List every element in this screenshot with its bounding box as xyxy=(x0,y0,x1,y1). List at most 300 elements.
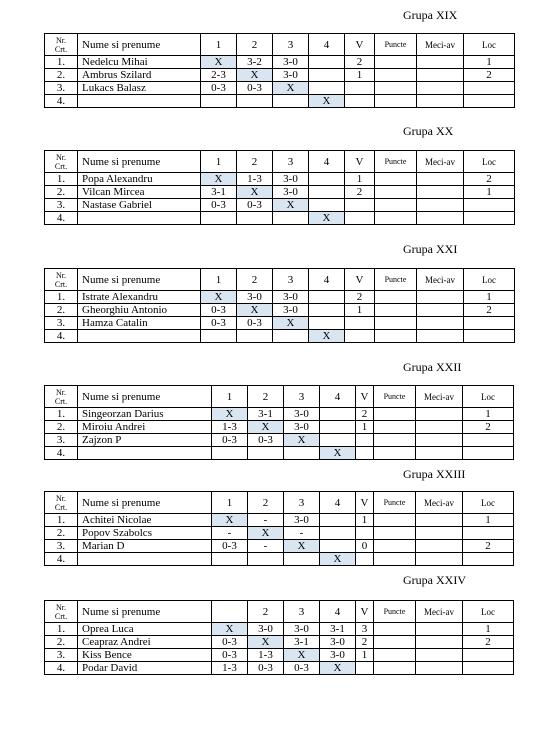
result-cell-1: 1-3 xyxy=(212,421,248,434)
place-cell: 1 xyxy=(463,514,514,527)
result-cell-3: X xyxy=(273,317,309,330)
header-points-cell: Puncte xyxy=(374,601,416,623)
table-row xyxy=(45,330,515,343)
result-cell-3: 3-0 xyxy=(273,173,309,186)
table-row xyxy=(45,636,514,649)
match-avg-cell xyxy=(416,447,463,460)
header-match-avg-cell: Meci-av xyxy=(416,601,463,623)
points-cell xyxy=(375,199,417,212)
table-row xyxy=(45,408,514,421)
header-name-cell: Nume si prenume xyxy=(78,386,212,408)
header-points-cell: Puncte xyxy=(375,34,417,56)
points-cell xyxy=(374,527,416,540)
result-cell-1: X xyxy=(212,623,248,636)
result-cell-1: 0-3 xyxy=(212,649,248,662)
result-cell-2: X xyxy=(248,636,284,649)
wins-cell: 1 xyxy=(356,649,374,662)
result-cell-3 xyxy=(273,95,309,108)
result-cell-3 xyxy=(284,447,320,460)
table-row xyxy=(45,540,514,553)
wins-cell xyxy=(345,82,375,95)
wins-cell: 1 xyxy=(356,514,374,527)
wins-cell: 1 xyxy=(345,304,375,317)
result-cell-4 xyxy=(309,317,345,330)
table-row xyxy=(45,447,514,460)
result-cell-2: 0-3 xyxy=(248,434,284,447)
place-cell xyxy=(463,649,514,662)
header-wins-cell: V xyxy=(345,151,375,173)
header-result-cell-1 xyxy=(212,601,248,623)
table-row xyxy=(45,82,515,95)
name-cell: Ambrus Szilard xyxy=(78,69,201,82)
place-cell: 1 xyxy=(464,291,515,304)
points-cell xyxy=(374,514,416,527)
header-result-cell-1: 1 xyxy=(212,386,248,408)
header-match-avg-cell: Meci-av xyxy=(416,492,463,514)
header-place-cell: Loc xyxy=(464,151,515,173)
result-cell-4 xyxy=(320,408,356,421)
match-avg-cell xyxy=(416,408,463,421)
header-result-cell-3: 3 xyxy=(273,34,309,56)
result-cell-4 xyxy=(309,186,345,199)
result-cell-3: 3-0 xyxy=(284,623,320,636)
result-cell-2 xyxy=(237,95,273,108)
points-cell xyxy=(374,649,416,662)
place-cell xyxy=(464,199,515,212)
header-points-cell: Puncte xyxy=(375,269,417,291)
result-cell-4: X xyxy=(309,95,345,108)
match-avg-cell xyxy=(416,623,463,636)
wins-cell: 1 xyxy=(356,421,374,434)
place-cell: 2 xyxy=(464,69,515,82)
header-points-cell: Puncte xyxy=(374,386,416,408)
result-cell-2 xyxy=(248,553,284,566)
result-cell-2: 0-3 xyxy=(237,199,273,212)
result-cell-2: - xyxy=(248,540,284,553)
name-cell xyxy=(78,447,212,460)
nr-cell: 1. xyxy=(45,408,78,421)
place-cell xyxy=(463,434,514,447)
table-row xyxy=(45,212,515,225)
result-cell-1: 0-3 xyxy=(212,636,248,649)
header-result-cell-3: 3 xyxy=(284,492,320,514)
group-table xyxy=(44,150,515,225)
points-cell xyxy=(374,447,416,460)
result-cell-1: 0-3 xyxy=(212,540,248,553)
header-nr-cell: Nr. Crt. xyxy=(45,386,78,408)
result-cell-1: 1-3 xyxy=(212,662,248,675)
result-cell-3: 3-0 xyxy=(273,304,309,317)
header-name-cell: Nume si prenume xyxy=(78,492,212,514)
header-points-cell: Puncte xyxy=(374,492,416,514)
header-match-avg-cell: Meci-av xyxy=(416,386,463,408)
nr-cell: 3. xyxy=(45,82,78,95)
wins-cell: 2 xyxy=(356,408,374,421)
header-wins-cell: V xyxy=(356,601,374,623)
wins-cell xyxy=(356,553,374,566)
place-cell: 1 xyxy=(463,408,514,421)
place-cell xyxy=(463,447,514,460)
place-cell: 2 xyxy=(463,421,514,434)
match-avg-cell xyxy=(416,662,463,675)
nr-cell: 2. xyxy=(45,69,78,82)
header-result-cell-3: 3 xyxy=(284,386,320,408)
nr-cell: 3. xyxy=(45,317,78,330)
result-cell-1: 3-1 xyxy=(201,186,237,199)
nr-cell: 2. xyxy=(45,186,78,199)
nr-cell: 4. xyxy=(45,553,78,566)
nr-cell: 1. xyxy=(45,173,78,186)
group-table xyxy=(44,385,514,460)
table-header-row xyxy=(45,151,515,173)
header-place-cell: Loc xyxy=(463,492,514,514)
header-name-cell: Nume si prenume xyxy=(78,601,212,623)
name-cell xyxy=(78,330,201,343)
wins-cell xyxy=(356,662,374,675)
result-cell-2 xyxy=(237,330,273,343)
wins-cell: 2 xyxy=(345,291,375,304)
result-cell-3: X xyxy=(284,649,320,662)
group-title: Grupa XXI xyxy=(403,242,458,256)
wins-cell: 0 xyxy=(356,540,374,553)
table-header-row xyxy=(45,386,514,408)
header-match-avg-cell: Meci-av xyxy=(417,151,464,173)
result-cell-1: 0-3 xyxy=(201,199,237,212)
result-cell-2: X xyxy=(248,527,284,540)
name-cell: Miroiu Andrei xyxy=(78,421,212,434)
points-cell xyxy=(374,421,416,434)
name-cell: Gheorghiu Antonio xyxy=(78,304,201,317)
header-result-cell-3: 3 xyxy=(284,601,320,623)
group-title: Grupa XX xyxy=(403,124,454,138)
points-cell xyxy=(374,553,416,566)
table-row xyxy=(45,553,514,566)
points-cell xyxy=(375,69,417,82)
wins-cell xyxy=(345,330,375,343)
result-cell-1 xyxy=(201,330,237,343)
match-avg-cell xyxy=(416,636,463,649)
match-avg-cell xyxy=(417,317,464,330)
table-row xyxy=(45,421,514,434)
header-place-cell: Loc xyxy=(464,269,515,291)
result-cell-3: 3-0 xyxy=(284,514,320,527)
result-cell-3 xyxy=(273,212,309,225)
table-row xyxy=(45,662,514,675)
result-cell-1: X xyxy=(201,173,237,186)
name-cell: Zajzon P xyxy=(78,434,212,447)
match-avg-cell xyxy=(416,434,463,447)
name-cell: Singeorzan Darius xyxy=(78,408,212,421)
header-result-cell-4: 4 xyxy=(320,601,356,623)
group-title: Grupa XXIV xyxy=(403,573,466,587)
result-cell-3: X xyxy=(284,540,320,553)
header-result-cell-4: 4 xyxy=(320,386,356,408)
table-row xyxy=(45,56,515,69)
result-cell-3: 3-0 xyxy=(273,56,309,69)
name-cell: Istrate Alexandru xyxy=(78,291,201,304)
result-cell-3: 3-1 xyxy=(284,636,320,649)
points-cell xyxy=(375,186,417,199)
header-points-cell: Puncte xyxy=(375,151,417,173)
place-cell: 2 xyxy=(463,636,514,649)
wins-cell: 1 xyxy=(345,69,375,82)
result-cell-4: X xyxy=(320,662,356,675)
points-cell xyxy=(375,173,417,186)
header-nr-cell: Nr. Crt. xyxy=(45,34,78,56)
result-cell-2 xyxy=(248,447,284,460)
table-row xyxy=(45,69,515,82)
group-title: Grupa XXII xyxy=(403,360,462,374)
match-avg-cell xyxy=(417,82,464,95)
name-cell xyxy=(78,212,201,225)
match-avg-cell xyxy=(417,330,464,343)
wins-cell: 2 xyxy=(345,56,375,69)
result-cell-2: 0-3 xyxy=(237,317,273,330)
name-cell: Popov Szabolcs xyxy=(78,527,212,540)
points-cell xyxy=(374,636,416,649)
header-name-cell: Nume si prenume xyxy=(78,34,201,56)
match-avg-cell xyxy=(417,173,464,186)
table-row xyxy=(45,173,515,186)
name-cell: Ceapraz Andrei xyxy=(78,636,212,649)
nr-cell: 1. xyxy=(45,623,78,636)
result-cell-4: 3-1 xyxy=(320,623,356,636)
match-avg-cell xyxy=(417,199,464,212)
header-place-cell: Loc xyxy=(464,34,515,56)
name-cell xyxy=(78,95,201,108)
result-cell-3 xyxy=(284,553,320,566)
nr-cell: 1. xyxy=(45,514,78,527)
nr-cell: 3. xyxy=(45,540,78,553)
header-name-cell: Nume si prenume xyxy=(78,269,201,291)
match-avg-cell xyxy=(417,186,464,199)
result-cell-2: 3-2 xyxy=(237,56,273,69)
result-cell-4 xyxy=(320,514,356,527)
result-cell-3: 3-0 xyxy=(273,291,309,304)
table-row xyxy=(45,291,515,304)
result-cell-4 xyxy=(309,82,345,95)
result-cell-1 xyxy=(212,447,248,460)
match-avg-cell xyxy=(417,304,464,317)
header-result-cell-4: 4 xyxy=(309,34,345,56)
wins-cell: 3 xyxy=(356,623,374,636)
nr-cell: 2. xyxy=(45,304,78,317)
table-row xyxy=(45,186,515,199)
table-row xyxy=(45,199,515,212)
result-cell-1: 0-3 xyxy=(201,82,237,95)
table-row xyxy=(45,514,514,527)
header-result-cell-3: 3 xyxy=(273,151,309,173)
place-cell: 1 xyxy=(463,623,514,636)
name-cell: Achitei Nicolae xyxy=(78,514,212,527)
match-avg-cell xyxy=(416,514,463,527)
nr-cell: 4. xyxy=(45,662,78,675)
table-row xyxy=(45,304,515,317)
wins-cell xyxy=(345,199,375,212)
result-cell-2: 0-3 xyxy=(237,82,273,95)
name-cell xyxy=(78,553,212,566)
match-avg-cell xyxy=(416,553,463,566)
header-nr-cell: Nr. Crt. xyxy=(45,269,78,291)
header-result-cell-2: 2 xyxy=(248,492,284,514)
group-table xyxy=(44,33,515,108)
result-cell-4: X xyxy=(309,330,345,343)
table-row xyxy=(45,649,514,662)
name-cell: Podar David xyxy=(78,662,212,675)
result-cell-1: 0-3 xyxy=(201,304,237,317)
name-cell: Nedelcu Mihai xyxy=(78,56,201,69)
result-cell-2: X xyxy=(237,304,273,317)
wins-cell xyxy=(345,212,375,225)
result-cell-3: - xyxy=(284,527,320,540)
table-header-row xyxy=(45,492,514,514)
result-cell-2: 3-1 xyxy=(248,408,284,421)
result-cell-4 xyxy=(309,199,345,212)
group-table xyxy=(44,600,514,675)
header-place-cell: Loc xyxy=(463,386,514,408)
place-cell: 2 xyxy=(464,304,515,317)
result-cell-1: X xyxy=(212,514,248,527)
result-cell-3: X xyxy=(273,82,309,95)
nr-cell: 2. xyxy=(45,527,78,540)
header-wins-cell: V xyxy=(356,492,374,514)
header-result-cell-2: 2 xyxy=(237,269,273,291)
table-header-row xyxy=(45,601,514,623)
result-cell-2: X xyxy=(248,421,284,434)
name-cell: Nastase Gabriel xyxy=(78,199,201,212)
header-wins-cell: V xyxy=(345,269,375,291)
name-cell: Hamza Catalin xyxy=(78,317,201,330)
points-cell xyxy=(374,623,416,636)
match-avg-cell xyxy=(416,540,463,553)
result-cell-4 xyxy=(309,304,345,317)
result-cell-1: - xyxy=(212,527,248,540)
wins-cell xyxy=(356,447,374,460)
header-result-cell-1: 1 xyxy=(201,34,237,56)
result-cell-4 xyxy=(320,527,356,540)
name-cell: Marian D xyxy=(78,540,212,553)
result-cell-1: 0-3 xyxy=(212,434,248,447)
result-cell-4: 3-0 xyxy=(320,649,356,662)
result-cell-4 xyxy=(309,291,345,304)
match-avg-cell xyxy=(417,95,464,108)
wins-cell xyxy=(345,95,375,108)
result-cell-3: 0-3 xyxy=(284,662,320,675)
match-avg-cell xyxy=(416,527,463,540)
table-row xyxy=(45,527,514,540)
header-nr-cell: Nr. Crt. xyxy=(45,151,78,173)
place-cell: 2 xyxy=(463,540,514,553)
result-cell-4 xyxy=(320,434,356,447)
points-cell xyxy=(375,317,417,330)
nr-cell: 4. xyxy=(45,330,78,343)
points-cell xyxy=(375,304,417,317)
header-wins-cell: V xyxy=(356,386,374,408)
result-cell-4: X xyxy=(309,212,345,225)
table-row xyxy=(45,623,514,636)
header-result-cell-4: 4 xyxy=(309,269,345,291)
nr-cell: 3. xyxy=(45,199,78,212)
header-result-cell-2: 2 xyxy=(248,601,284,623)
place-cell xyxy=(464,82,515,95)
match-avg-cell xyxy=(416,649,463,662)
place-cell xyxy=(463,662,514,675)
result-cell-4: X xyxy=(320,447,356,460)
points-cell xyxy=(374,662,416,675)
result-cell-3: X xyxy=(273,199,309,212)
points-cell xyxy=(375,95,417,108)
result-cell-2: 1-3 xyxy=(237,173,273,186)
result-cell-2: 0-3 xyxy=(248,662,284,675)
nr-cell: 2. xyxy=(45,636,78,649)
result-cell-2: 1-3 xyxy=(248,649,284,662)
result-cell-3: 3-0 xyxy=(273,69,309,82)
result-cell-1 xyxy=(201,95,237,108)
result-cell-2 xyxy=(237,212,273,225)
result-cell-4 xyxy=(320,421,356,434)
match-avg-cell xyxy=(417,291,464,304)
result-cell-3: X xyxy=(284,434,320,447)
result-cell-3 xyxy=(273,330,309,343)
header-name-cell: Nume si prenume xyxy=(78,151,201,173)
result-cell-4: 3-0 xyxy=(320,636,356,649)
name-cell: Popa Alexandru xyxy=(78,173,201,186)
result-cell-2: X xyxy=(237,186,273,199)
nr-cell: 1. xyxy=(45,56,78,69)
match-avg-cell xyxy=(417,69,464,82)
name-cell: Lukacs Balasz xyxy=(78,82,201,95)
table-row xyxy=(45,317,515,330)
place-cell xyxy=(464,330,515,343)
points-cell xyxy=(375,291,417,304)
group-table xyxy=(44,268,515,343)
nr-cell: 4. xyxy=(45,95,78,108)
result-cell-4: X xyxy=(320,553,356,566)
wins-cell: 2 xyxy=(345,186,375,199)
result-cell-1: X xyxy=(201,291,237,304)
nr-cell: 4. xyxy=(45,212,78,225)
header-result-cell-1: 1 xyxy=(201,151,237,173)
nr-cell: 4. xyxy=(45,447,78,460)
header-result-cell-4: 4 xyxy=(309,151,345,173)
result-cell-1: X xyxy=(212,408,248,421)
name-cell: Vilcan Mircea xyxy=(78,186,201,199)
header-result-cell-2: 2 xyxy=(237,34,273,56)
wins-cell xyxy=(356,527,374,540)
place-cell xyxy=(464,317,515,330)
table-header-row xyxy=(45,34,515,56)
table-row xyxy=(45,434,514,447)
place-cell: 1 xyxy=(464,186,515,199)
header-result-cell-2: 2 xyxy=(237,151,273,173)
result-cell-1: 0-3 xyxy=(201,317,237,330)
points-cell xyxy=(375,82,417,95)
points-cell xyxy=(374,408,416,421)
name-cell: Kiss Bence xyxy=(78,649,212,662)
result-cell-1 xyxy=(212,553,248,566)
result-cell-2: - xyxy=(248,514,284,527)
header-match-avg-cell: Meci-av xyxy=(417,269,464,291)
header-result-cell-4: 4 xyxy=(320,492,356,514)
points-cell xyxy=(375,330,417,343)
header-match-avg-cell: Meci-av xyxy=(417,34,464,56)
result-cell-2: 3-0 xyxy=(248,623,284,636)
result-cell-4 xyxy=(309,69,345,82)
nr-cell: 3. xyxy=(45,649,78,662)
result-cell-1 xyxy=(201,212,237,225)
place-cell: 1 xyxy=(464,56,515,69)
header-wins-cell: V xyxy=(345,34,375,56)
